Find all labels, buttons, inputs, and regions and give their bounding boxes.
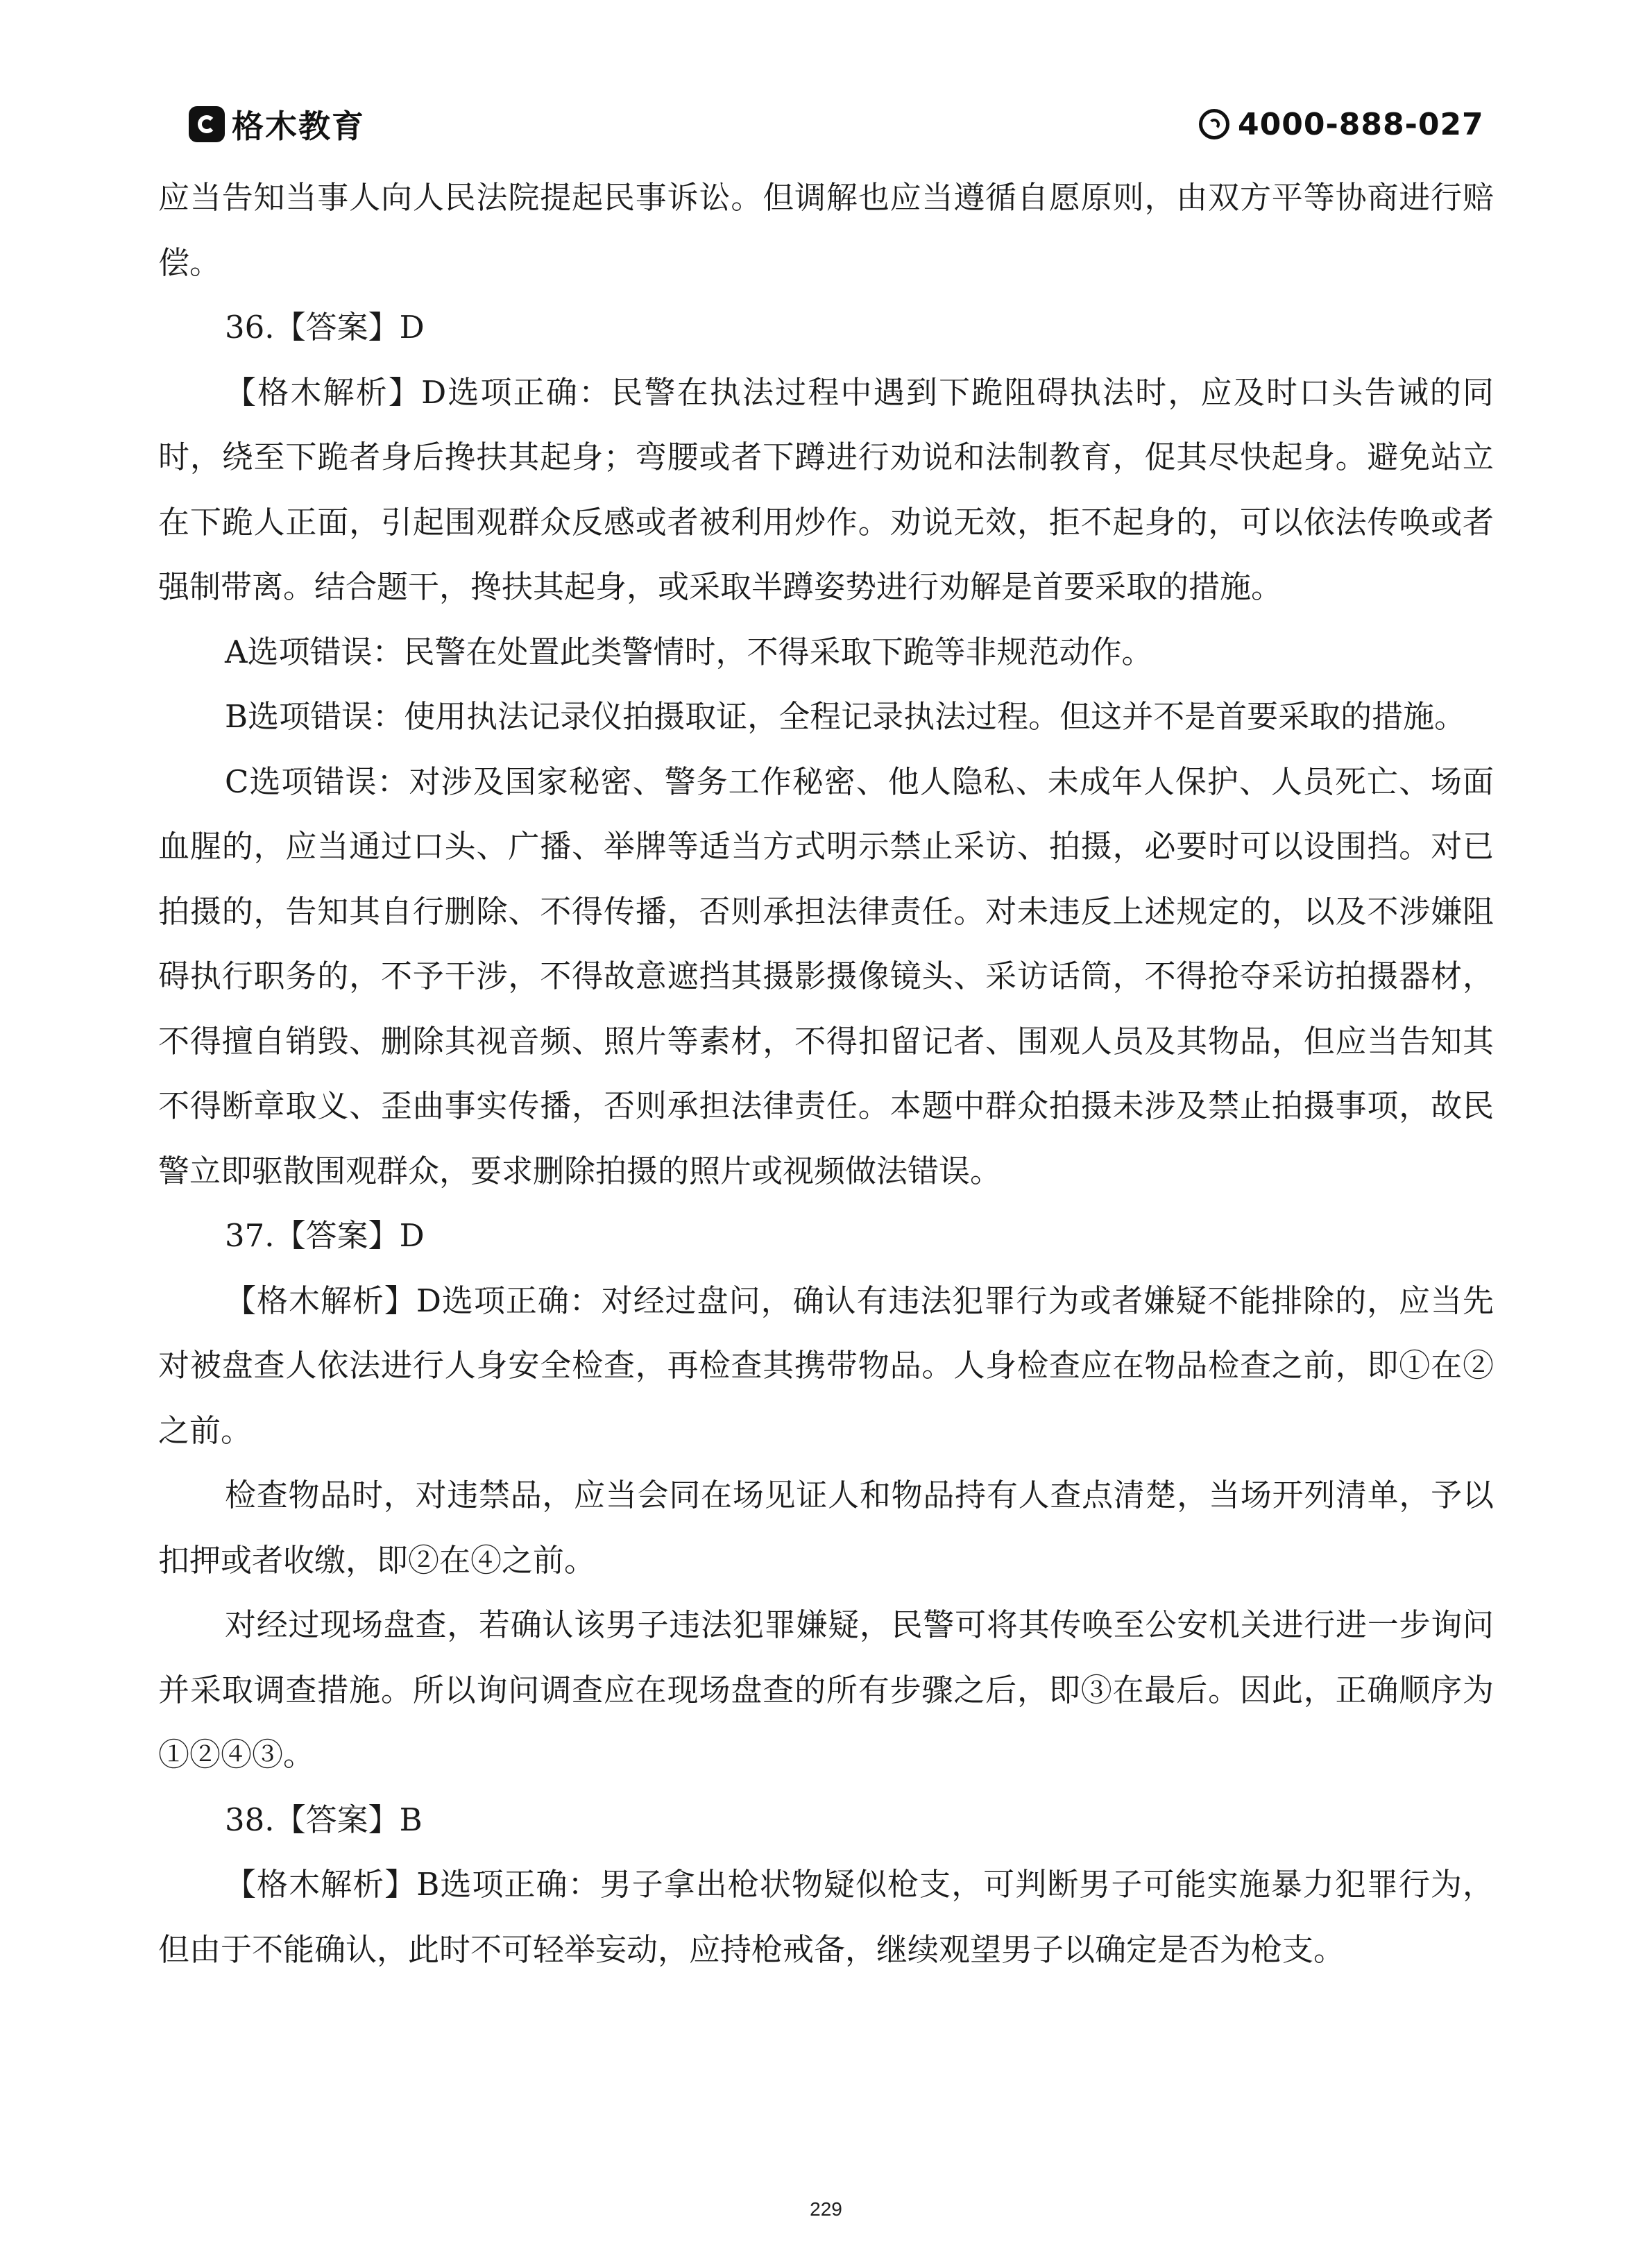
brand-logo (189, 104, 365, 144)
paragraph: 检查物品时，对违禁品，应当会同在场见证人和物品持有人查点清楚，当场开列清单，予以扣押或者收缴，即②在④之前。 (158, 1477, 1494, 1579)
paragraph: 应当告知当事人向人民法院提起民事诉讼。但调解也应当遵循自愿原则，由双方平等协商进行赔偿。 (158, 179, 1494, 281)
hotline-number: 4000-888-027 (1238, 106, 1484, 142)
page-header (0, 0, 1652, 145)
option-b-36: B选项错误：使用执法记录仪拍摄取证，全程记录执法过程。但这并不是首要采取的措施。 (225, 698, 1466, 735)
document-body (158, 165, 1494, 1982)
answer-37: 37.【答案】D (225, 1217, 425, 1254)
logo-e-icon (189, 106, 225, 142)
page-number: 229 (810, 2198, 842, 2220)
phone-icon (1199, 109, 1229, 139)
paragraph: 对经过现场盘查，若确认该男子违法犯罪嫌疑，民警可将其传唤至公安机关进行进一步询问并采取调查措施。所以询问调查应在现场盘查的所有步骤之后，即③在最后。因此，正确顺序为①②④③。 (158, 1606, 1494, 1773)
answer-38: 38.【答案】B (225, 1801, 423, 1838)
logo-text: 格木教育 (232, 108, 365, 145)
hotline (1199, 104, 1484, 144)
analysis-36: 【格木解析】D选项正确：民警在执法过程中遇到下跪阻碍执法时，应及时口头告诫的同时，绕至下跪者身后搀扶其起身；弯腰或者下蹲进行劝说和法制教育，促其尽快起身。避免站立在下跪人正面，引起围观群众反感或者被利用炒作。劝说无效，拒不起身的，可以依法传唤或者强制带离。结合题干，搀扶其起身，或采取半蹲姿势进行劝解是首要采取的措施。 (158, 373, 1494, 605)
option-c-36: C选项错误：对涉及国家秘密、警务工作秘密、他人隐私、未成年人保护、人员死亡、场面血腥的，应当通过口头、广播、举牌等适当方式明示禁止采访、拍摄，必要时可以设围挡。对已拍摄的，告知其自行删除、不得传播，否则承担法律责任。对未违反上述规定的，以及不涉嫌阻碍执行职务的，不予干涉，不得故意遮挡其摄影摄像镜头、采访话筒，不得抢夺采访拍摄器材，不得擅自销毁、删除其视音频、照片等素材，不得扣留记者、围观人员及其物品，但应当告知其不得断章取义、歪曲事实传播，否则承担法律责任。本题中群众拍摄未涉及禁止拍摄事项，故民警立即驱散围观群众，要求删除拍摄的照片或视频做法错误。 (158, 763, 1494, 1189)
answer-36: 36.【答案】D (225, 309, 425, 346)
analysis-37: 【格木解析】D选项正确：对经过盘问，确认有违法犯罪行为或者嫌疑不能排除的，应当先对被盘查人依法进行人身安全检查，再检查其携带物品。人身检查应在物品检查之前，即①在②之前。 (158, 1282, 1494, 1449)
analysis-38: 【格木解析】B选项正确：男子拿出枪状物疑似枪支，可判断男子可能实施暴力犯罪行为，但由于不能确认，此时不可轻举妄动，应持枪戒备，继续观望男子以确定是否为枪支。 (158, 1866, 1494, 1968)
option-a-36: A选项错误：民警在处置此类警情时，不得采取下跪等非规范动作。 (225, 633, 1153, 670)
